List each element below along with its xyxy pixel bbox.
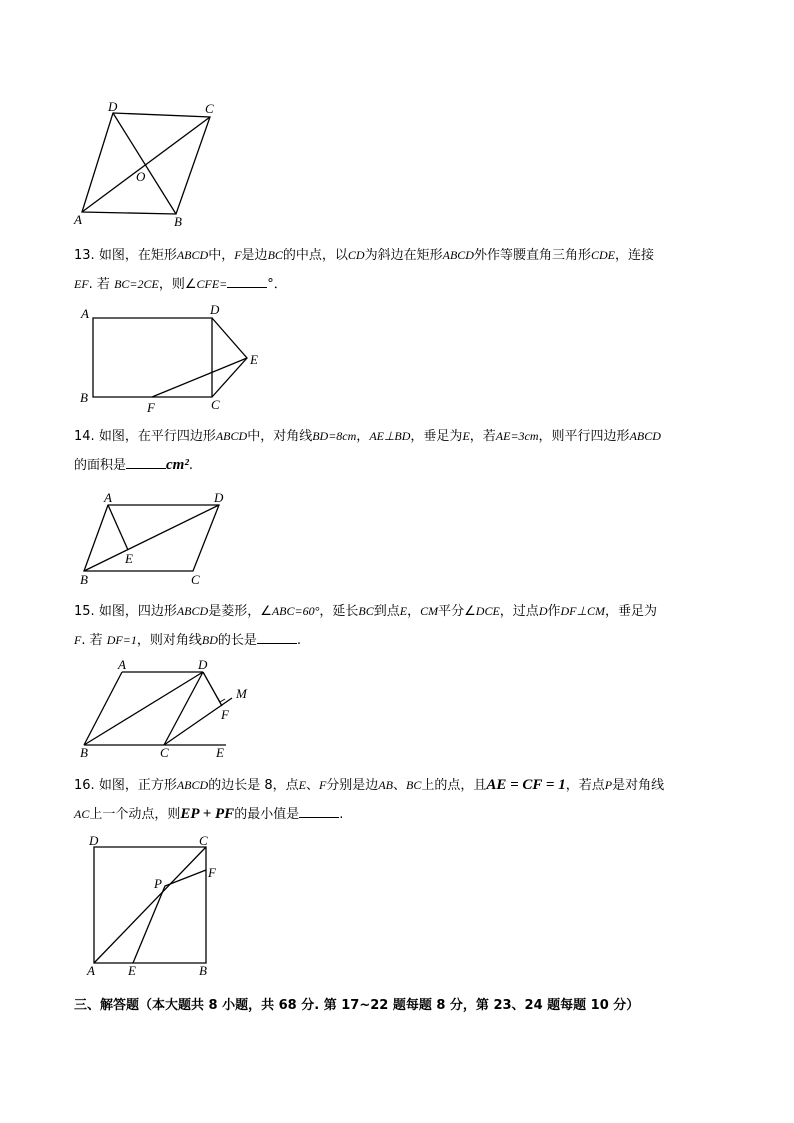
text-fig14-B: B bbox=[80, 572, 88, 587]
text-q14-t7: 的面积是 bbox=[74, 458, 127, 473]
text-q15-cm: CM bbox=[420, 604, 439, 618]
text-q13-t10: °． bbox=[267, 277, 287, 292]
text-q16-t1: 如图，正方形 bbox=[98, 778, 177, 793]
text-q14-bd: BD=8cm bbox=[312, 429, 357, 443]
text-q16-t7: ，若点 bbox=[565, 778, 605, 793]
text-q13-ef: EF bbox=[74, 277, 89, 291]
text-q14-t4: ，垂足为 bbox=[410, 429, 463, 444]
text-q13-t5: 为斜边在矩形 bbox=[364, 248, 443, 263]
text-q13-abcd: ABCD bbox=[176, 248, 209, 262]
text-q16-num: 16. bbox=[74, 778, 95, 793]
text-q15-t13: . bbox=[296, 633, 302, 648]
text-q15-f: F bbox=[74, 633, 82, 647]
text-q15-t9: ，垂足为 bbox=[604, 604, 657, 619]
text-q16-t8: 是对角线 bbox=[612, 778, 665, 793]
text-fig16-D: D bbox=[89, 833, 99, 848]
text-q13-abcd2: ABCD bbox=[442, 248, 474, 262]
text-q14-e: E bbox=[462, 429, 470, 443]
text-fig12-C: C bbox=[205, 101, 214, 116]
answer-blank[interactable] bbox=[299, 803, 339, 818]
text-q15-bc: BC bbox=[358, 604, 374, 618]
text-q16-t11: . bbox=[339, 807, 344, 822]
text-q16-t3: 、 bbox=[305, 778, 319, 793]
figure-q16-square bbox=[86, 833, 217, 978]
figure-q13-rectangle bbox=[80, 302, 258, 415]
text-q13-t3: 是边 bbox=[241, 248, 268, 263]
text-q14-t2: 中，对角线 bbox=[247, 429, 313, 444]
text-fig12-D: D bbox=[108, 99, 118, 114]
text-q16-bc: BC bbox=[406, 778, 422, 792]
text-q15-t11: ，则对角线 bbox=[136, 633, 202, 648]
text-q16-t10: 的最小值是 bbox=[234, 807, 300, 822]
text-q16-t4: 分别是边 bbox=[326, 778, 379, 793]
text-fig15-F: F bbox=[221, 707, 229, 722]
figure-q12-parallelogram bbox=[73, 99, 214, 229]
text-q15-abc: ABC=60° bbox=[271, 604, 320, 618]
text-fig15-D: D bbox=[198, 657, 208, 672]
text-q14-ae: AE⊥BD bbox=[369, 429, 411, 443]
text-q15-dce: DCE bbox=[475, 604, 500, 618]
text-q15-df: DF=1 bbox=[106, 633, 137, 647]
text-q15-dfcm: DF⊥CM bbox=[560, 604, 605, 618]
text-q13-f: F bbox=[234, 248, 242, 262]
text-q15-t5: ， bbox=[407, 604, 421, 619]
text-fig14-E: E bbox=[125, 551, 133, 566]
text-q15-abcd: ABCD bbox=[176, 604, 209, 618]
text-q13-t7: ，连接 bbox=[614, 248, 654, 263]
text-q16-t9: 上一个动点，则 bbox=[89, 807, 181, 822]
text-q15-e: E bbox=[399, 604, 408, 618]
text-q13-t9: ，则∠ bbox=[158, 277, 197, 292]
text-fig15-M: M bbox=[236, 686, 247, 701]
text-q14-t5: ，若 bbox=[469, 429, 496, 444]
text-q15-d: D bbox=[538, 604, 548, 618]
text-fig12-A: A bbox=[74, 212, 82, 227]
text-q14-t6: ，则平行四边形 bbox=[538, 429, 630, 444]
question-13 bbox=[74, 241, 724, 299]
text-q16-ab: AB bbox=[378, 778, 393, 792]
text-q15-bd: BD bbox=[201, 633, 218, 647]
section-heading: 三、解答题（本大题共 8 小题，共 68 分. 第 17~22 题每题 8 分，第 23、24 题每题 10 分） bbox=[74, 998, 640, 1013]
text-fig16-E: E bbox=[128, 963, 136, 978]
figure-q14-parallelogram bbox=[80, 490, 224, 587]
text-q14-t1: 如图，在平行四边形 bbox=[98, 429, 216, 444]
text-fig16-B: B bbox=[199, 963, 207, 978]
text-fig14-C: C bbox=[191, 572, 200, 587]
text-fig15-C: C bbox=[160, 745, 169, 760]
figure-q15-rhombus bbox=[80, 657, 248, 760]
text-q15-t12: 的长是 bbox=[217, 633, 257, 648]
text-fig13-B: B bbox=[80, 390, 88, 405]
text-q16-aecf: AE = CF = 1 bbox=[486, 777, 566, 793]
answer-blank[interactable] bbox=[227, 273, 267, 288]
text-q13-t4: 的中点，以 bbox=[282, 248, 348, 263]
text-fig13-E: E bbox=[250, 352, 258, 367]
text-q15-t4: 到点 bbox=[373, 604, 400, 619]
text-fig13-D: D bbox=[210, 302, 220, 317]
text-q14-abcd: ABCD bbox=[215, 429, 248, 443]
text-q16-ac: AC bbox=[74, 807, 90, 821]
text-q13-t8: . 若 bbox=[88, 277, 110, 292]
text-q15-t3: ，延长 bbox=[319, 604, 359, 619]
text-q13-bc2ce: BC=2CE bbox=[114, 277, 159, 291]
text-fig15-A: A bbox=[118, 657, 126, 672]
text-q14-num: 14. bbox=[74, 429, 95, 444]
question-14 bbox=[74, 422, 724, 480]
text-q13-t2: 中， bbox=[208, 248, 235, 263]
text-q13-bc: BC bbox=[267, 248, 283, 262]
text-fig12-O: O bbox=[136, 169, 146, 184]
answer-blank[interactable] bbox=[257, 629, 297, 644]
text-fig13-A: A bbox=[81, 306, 89, 321]
text-q13-cfe: CFE= bbox=[196, 277, 228, 291]
text-fig13-F: F bbox=[147, 400, 155, 415]
text-q16-f: F bbox=[318, 778, 327, 792]
text-q13-cd: CD bbox=[347, 248, 365, 262]
text-q16-p: P bbox=[604, 778, 613, 792]
text-fig12-B: B bbox=[174, 214, 182, 229]
text-q13-t1: 如图，在矩形 bbox=[98, 248, 177, 263]
text-q15-t7: ，过点 bbox=[499, 604, 539, 619]
text-q15-t6: 平分∠ bbox=[438, 604, 476, 619]
text-q16-abcd: ABCD bbox=[176, 778, 209, 792]
question-15 bbox=[74, 597, 724, 655]
text-q14-unit: cm² bbox=[166, 457, 189, 473]
text-q14-abcd2: ABCD bbox=[629, 429, 661, 443]
text-fig16-P: P bbox=[154, 876, 162, 891]
text-q13-cde: CDE bbox=[590, 248, 615, 262]
text-fig16-A: A bbox=[87, 963, 95, 978]
text-q13-t6: 外作等腰直角三角形 bbox=[473, 248, 591, 263]
text-q16-epf: EP + PF bbox=[180, 806, 235, 822]
text-q14-t8: . bbox=[188, 458, 193, 473]
text-q15-t2: 是菱形，∠ bbox=[208, 604, 272, 619]
text-fig16-C: C bbox=[199, 833, 208, 848]
text-fig15-B: B bbox=[80, 745, 88, 760]
text-fig14-D: D bbox=[214, 490, 224, 505]
text-q13-num: 13. bbox=[74, 248, 95, 263]
text-fig13-C: C bbox=[211, 397, 220, 412]
text-q16-t5: 、 bbox=[392, 778, 406, 793]
text-q14-t3: ， bbox=[356, 429, 370, 444]
text-q15-t1: 如图，四边形 bbox=[98, 604, 177, 619]
text-q15-t10: . 若 bbox=[81, 633, 103, 648]
text-q15-num: 15. bbox=[74, 604, 95, 619]
text-fig15-E: E bbox=[216, 745, 224, 760]
text-q16-e: E bbox=[298, 778, 306, 792]
answer-blank[interactable] bbox=[126, 454, 166, 469]
text-q16-t2: 的边长是 8，点 bbox=[208, 778, 299, 793]
text-q14-ae3: AE=3cm bbox=[495, 429, 539, 443]
text-q15-t8: 作 bbox=[547, 604, 561, 619]
text-q16-t6: 上的点，且 bbox=[421, 778, 487, 793]
text-fig14-A: A bbox=[104, 490, 112, 505]
text-fig16-F: F bbox=[208, 865, 216, 880]
question-16 bbox=[74, 771, 724, 829]
